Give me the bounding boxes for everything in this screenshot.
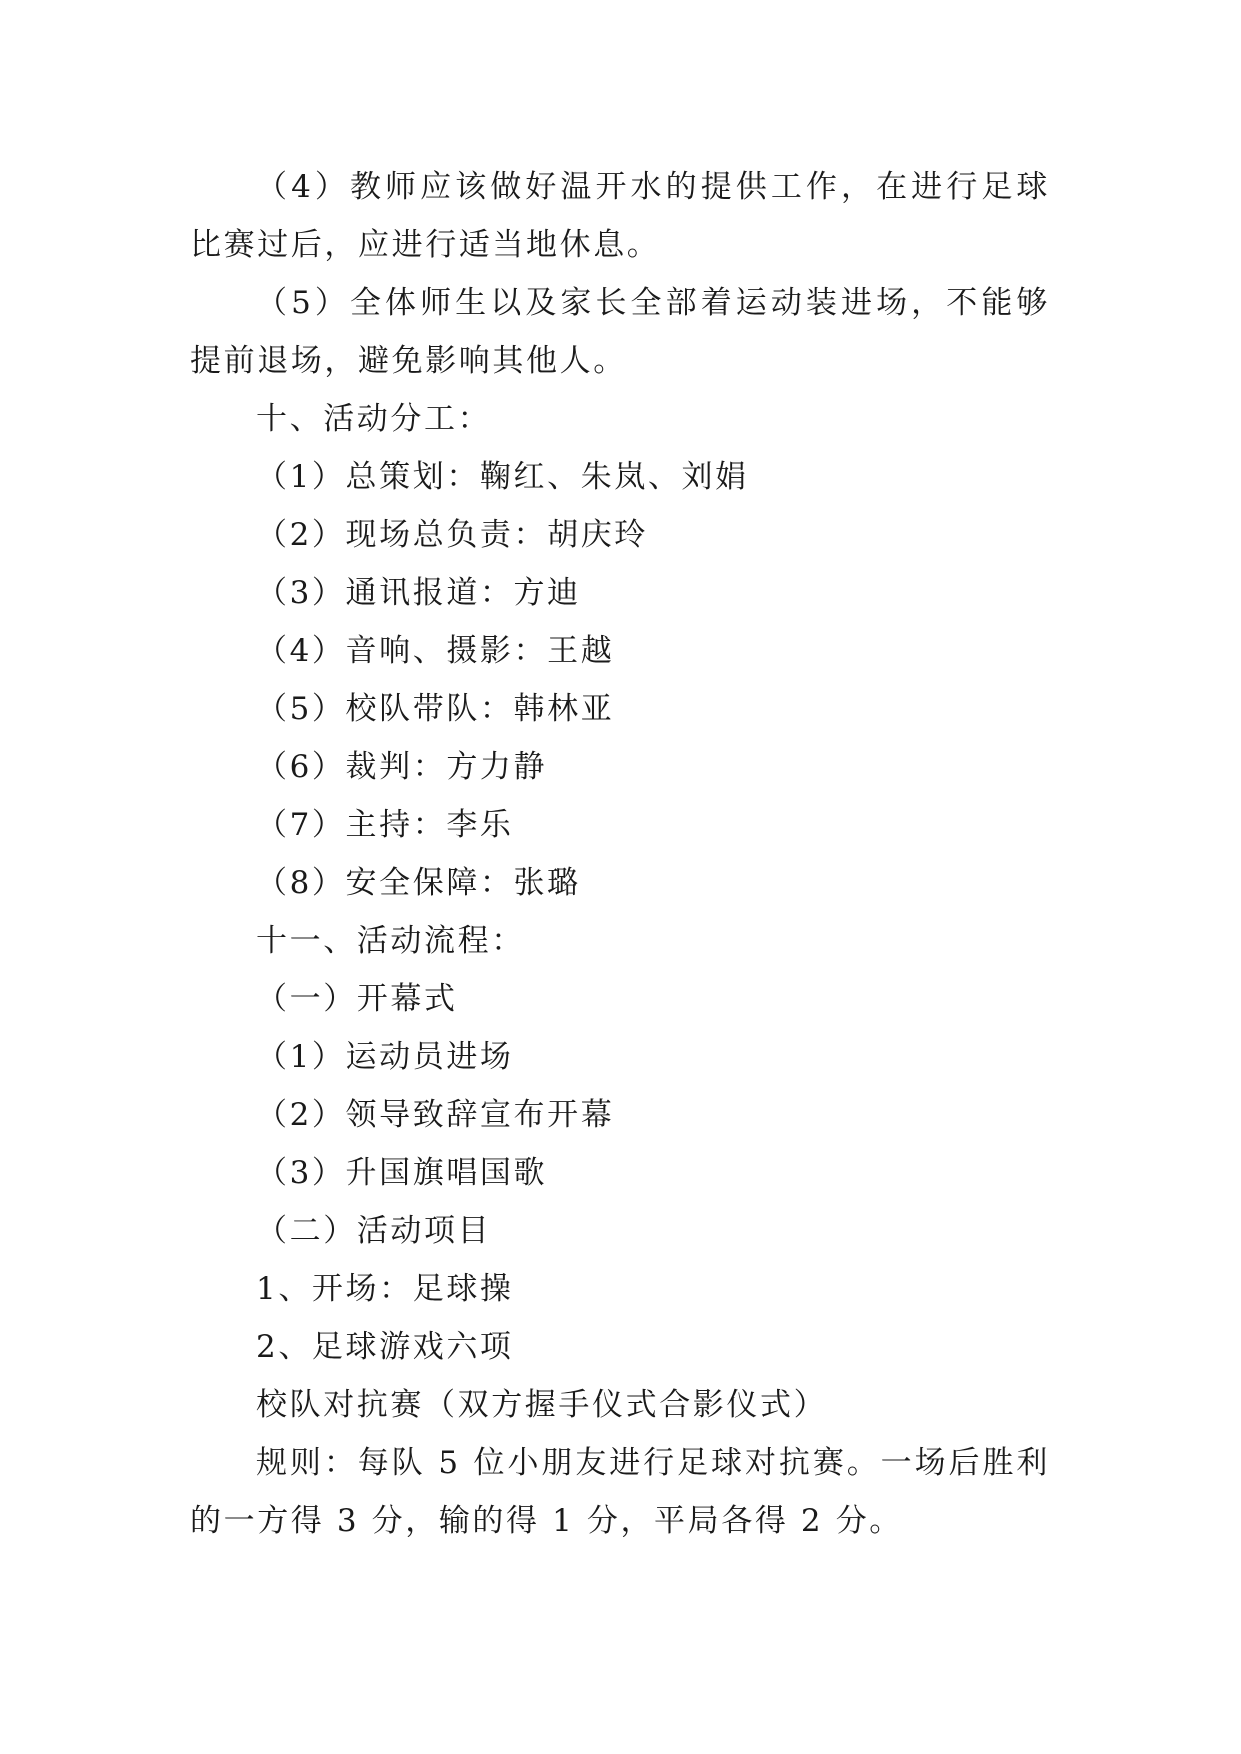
- list-item-athletes-enter: （1）运动员进场: [256, 1039, 514, 1075]
- list-item-news-report: （3）通讯报道：方迪: [256, 575, 581, 611]
- section-heading-activity-process: 十一、活动流程：: [256, 923, 525, 959]
- list-item-team-leader: （5）校队带队：韩林亚: [256, 691, 615, 727]
- paragraph-team-match: 校队对抗赛（双方握手仪式合影仪式）: [256, 1387, 828, 1423]
- list-item-football-exercise: 1、开场：足球操: [256, 1271, 514, 1307]
- list-item-flag-anthem: （3）升国旗唱国歌: [256, 1155, 548, 1191]
- paragraph-rules: 规则：每队 5 位小朋友进行足球对抗赛。一场后胜利的一方得 3 分，输的得 1 分，平局各得 2 分。: [190, 1445, 1050, 1539]
- list-item-chief-planning: （1）总策划：鞠红、朱岚、刘娟: [256, 459, 749, 495]
- list-item-safety: （8）安全保障：张璐: [256, 865, 581, 901]
- list-item-site-manager: （2）现场总负责：胡庆玲: [256, 517, 648, 553]
- paragraph-teacher-water: （4）教师应该做好温开水的提供工作，在进行足球比赛过后，应进行适当地休息。: [190, 169, 1050, 263]
- section-heading-division-of-labor: 十、活动分工：: [256, 401, 492, 437]
- list-item-football-games: 2、足球游戏六项: [256, 1329, 514, 1365]
- list-item-host: （7）主持：李乐: [256, 807, 514, 843]
- subsection-heading-opening: （一）开幕式: [256, 981, 458, 1017]
- list-item-referee: （6）裁判：方力静: [256, 749, 548, 785]
- list-item-audio-photo: （4）音响、摄影：王越: [256, 633, 615, 669]
- document-body: [190, 158, 1050, 1550]
- list-item-leader-speech: （2）领导致辞宣布开幕: [256, 1097, 615, 1133]
- subsection-heading-activities: （二）活动项目: [256, 1213, 492, 1249]
- paragraph-sportswear: （5）全体师生以及家长全部着运动装进场，不能够提前退场，避免影响其他人。: [190, 285, 1050, 379]
